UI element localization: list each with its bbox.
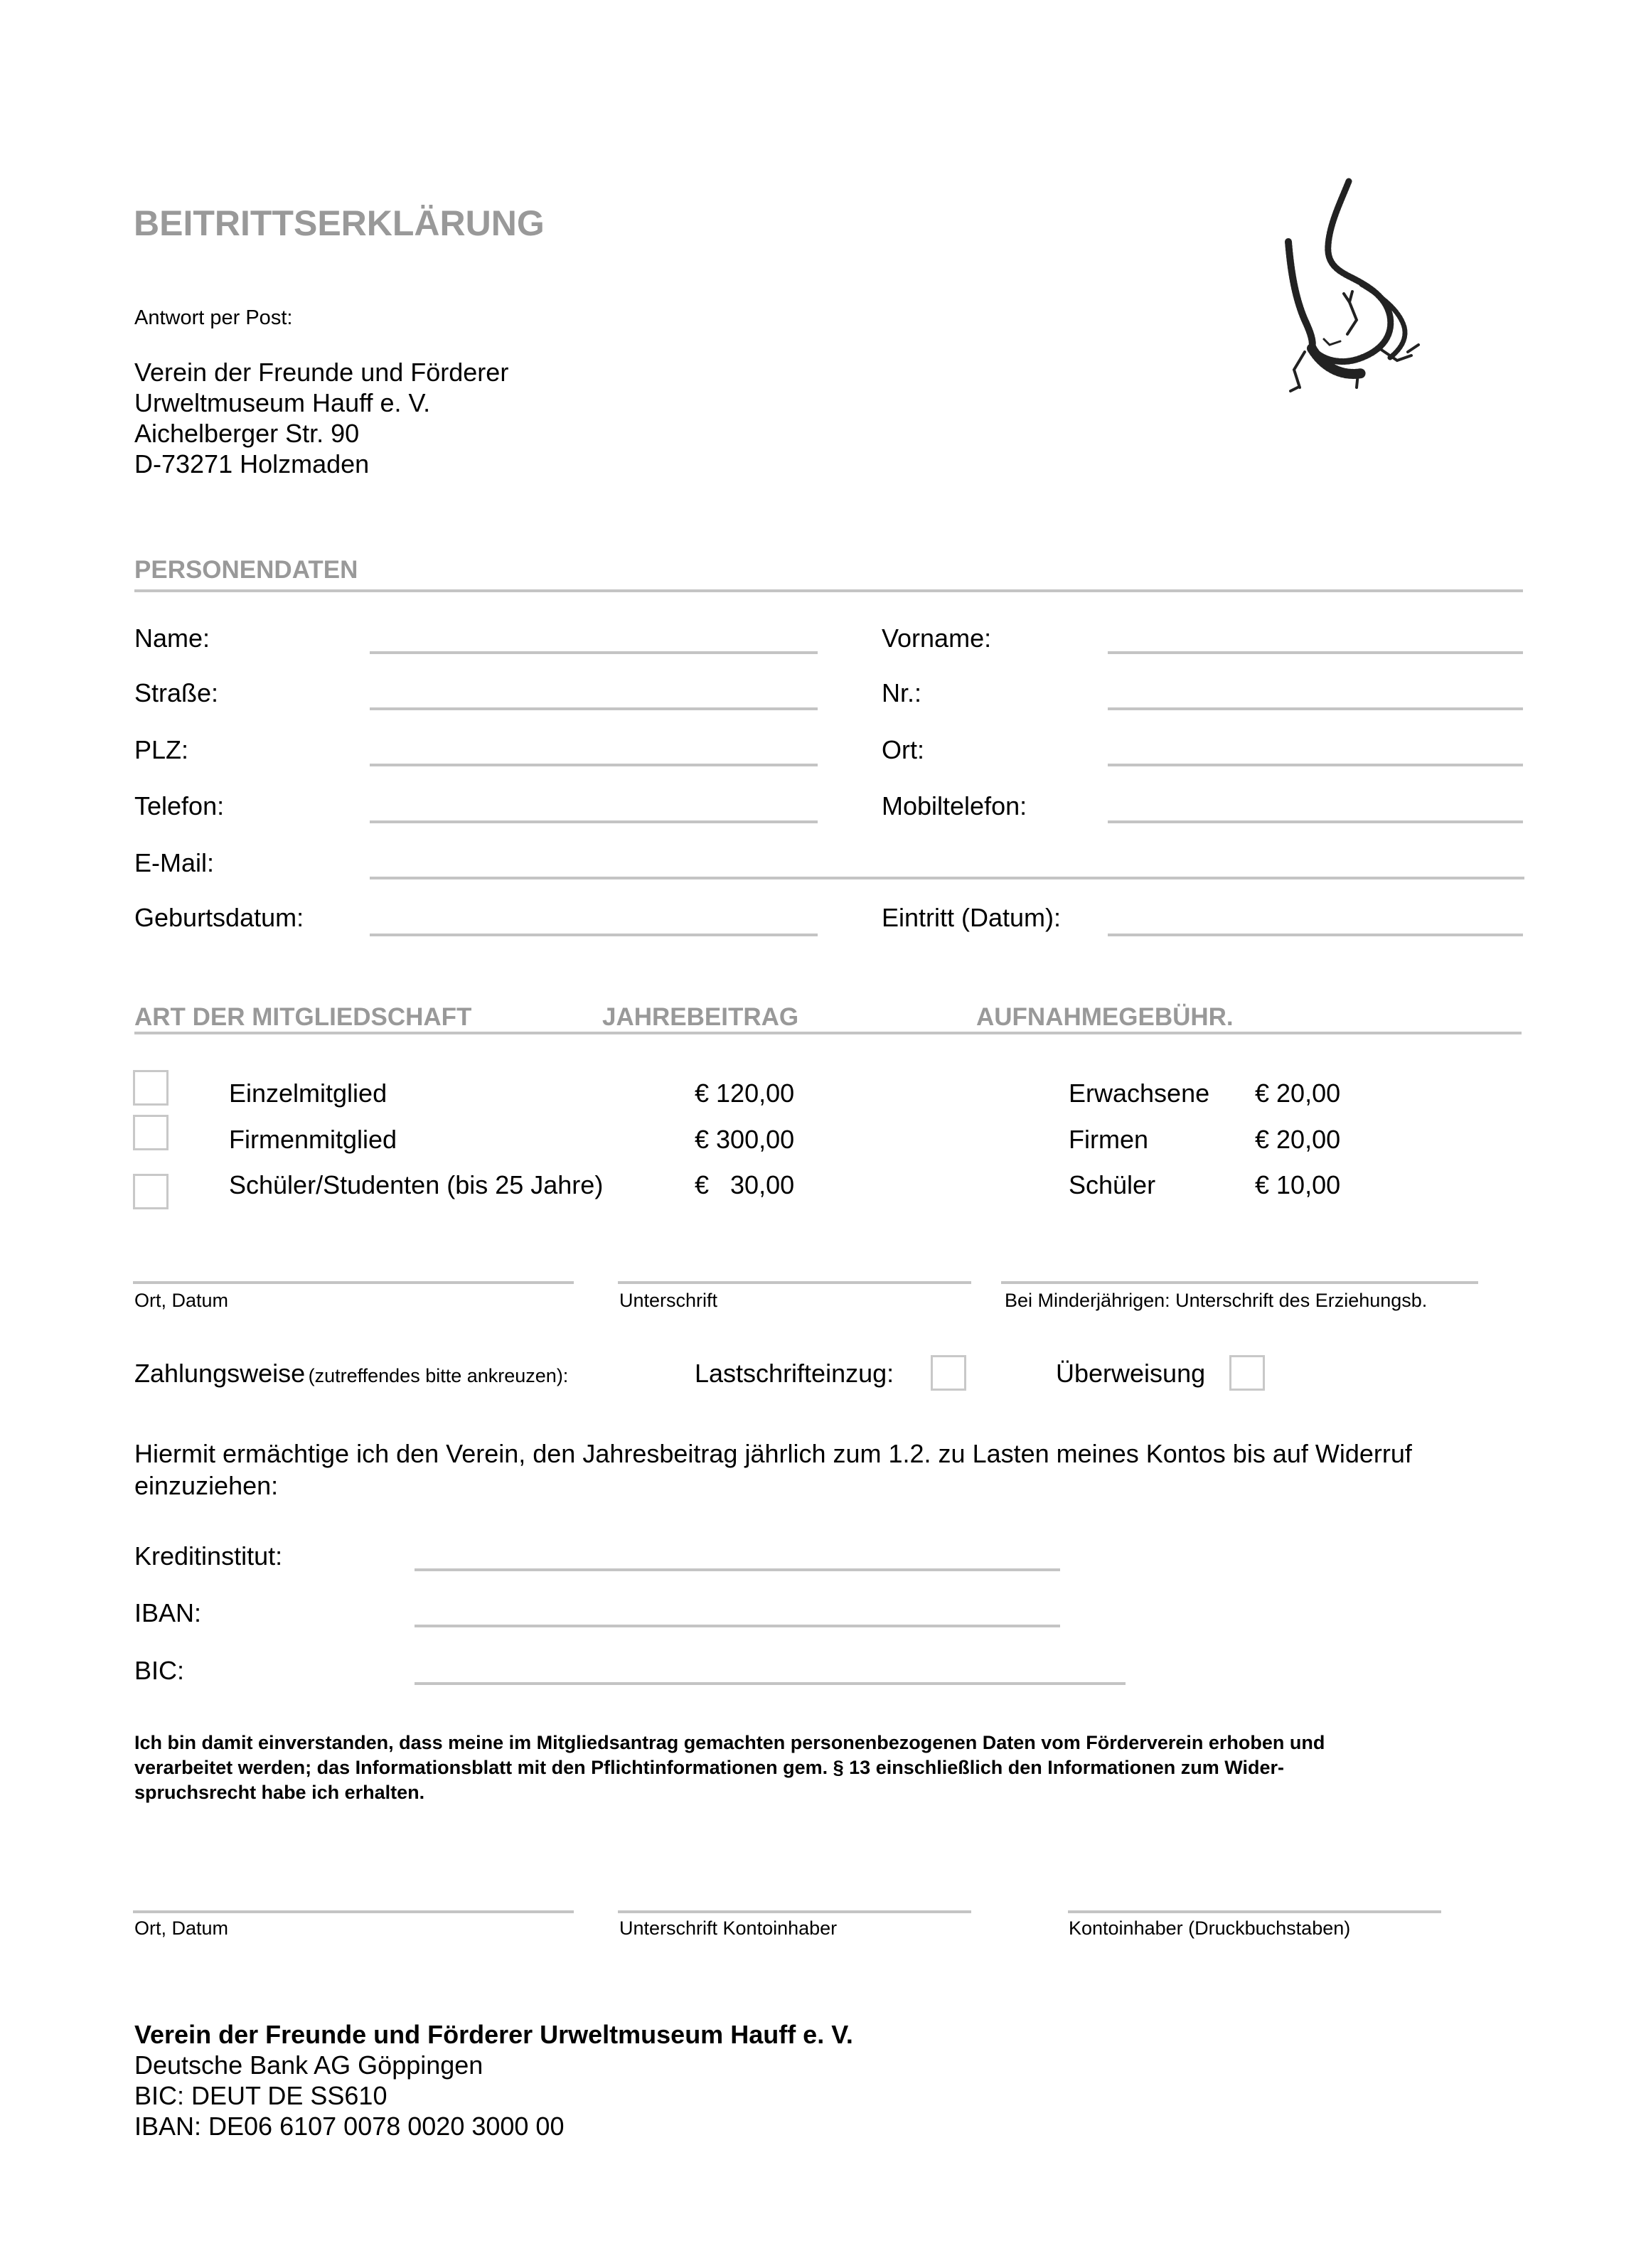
kreditinstitut-field[interactable] [415,1568,1060,1571]
membership-annual-fee: € 30,00 [695,1170,795,1199]
geburtsdatum-label: Geburtsdatum: [134,903,304,932]
consent-line: verarbeitet werden; das Informationsblatt mit den Pflichtinformationen gem. § 13 einschließlich den Informationen zum Wider- [134,1757,1285,1778]
email-field[interactable] [370,877,1524,879]
column-heading-annual-fee: JAHREBEITRAG [602,1003,799,1031]
name-field[interactable] [370,651,818,654]
address-line: Urweltmuseum Hauff e. V. [134,388,431,417]
footer-org: Verein der Freunde und Förderer Urweltmuseum Hauff e. V. [134,2020,853,2049]
bic-label: BIC: [134,1656,185,1685]
mandate-text [134,1438,1412,1502]
section-heading-membership: ART DER MITGLIEDSCHAFT [134,1003,472,1031]
plz-field[interactable] [370,764,818,766]
bic-field[interactable] [415,1682,1126,1685]
iban-label: IBAN: [134,1598,202,1627]
email-label: E-Mail: [134,848,215,877]
admission-label: Schüler [1069,1170,1156,1199]
geburtsdatum-field[interactable] [370,934,818,936]
payment-method-hint: (zutreffendes bitte ankreuzen): [308,1365,569,1386]
signature-caption: Ort, Datum [134,1917,229,1939]
mandate-line: einzuziehen: [134,1471,279,1500]
fossil-crocodile-skeleton-icon [1273,174,1436,412]
signature-caption: Kontoinhaber (Druckbuchstaben) [1069,1917,1351,1939]
strasse-label: Straße: [134,678,219,707]
eintritt-field[interactable] [1108,934,1523,936]
plz-label: PLZ: [134,735,189,764]
admission-label: Firmen [1069,1125,1149,1154]
consent-line: Ich bin damit einverstanden, dass meine im Mitgliedsantrag gemachten personenbezogenen Daten vom Förderverein erhoben und [134,1732,1325,1753]
checkbox-firmenmitglied[interactable] [133,1115,169,1150]
vorname-field[interactable] [1108,651,1523,654]
footer-bic: BIC: DEUT DE SS610 [134,2081,387,2110]
membership-annual-fee: € 120,00 [695,1079,795,1108]
signature-line-account-holder-print[interactable] [1068,1910,1441,1913]
telefon-label: Telefon: [134,791,225,820]
signature-line-place-date[interactable] [133,1910,574,1913]
address-line: D-73271 Holzmaden [134,449,370,478]
admission-fee: € 20,00 [1255,1125,1341,1154]
payment-method-title: Zahlungsweise [134,1359,306,1388]
payment-method-label [134,1358,568,1395]
strasse-field[interactable] [370,707,818,710]
page-title: BEITRITTSERKLÄRUNG [134,203,545,243]
mobiltelefon-field[interactable] [1108,820,1523,823]
section-rule [134,589,1523,592]
section-rule [134,1032,1522,1034]
address-line: Aichelberger Str. 90 [134,419,360,448]
ort-field[interactable] [1108,764,1523,766]
checkbox-schueler-studenten[interactable] [133,1174,169,1209]
membership-type-label: Schüler/Studenten (bis 25 Jahre) [229,1170,604,1199]
eintritt-label: Eintritt (Datum): [882,903,1062,932]
reply-address [134,357,508,479]
signature-line-account-holder[interactable] [618,1910,971,1913]
signature-caption: Ort, Datum [134,1290,229,1311]
membership-annual-fee: € 300,00 [695,1125,795,1154]
nr-field[interactable] [1108,707,1523,710]
nr-label: Nr.: [882,678,922,707]
consent-line: spruchsrecht habe ich erhalten. [134,1782,425,1803]
signature-caption: Unterschrift Kontoinhaber [619,1917,838,1939]
admission-label: Erwachsene [1069,1079,1210,1108]
consent-text [134,1731,1528,1805]
column-heading-admission-fee: AUFNAHMEGEBÜHR. [976,1003,1234,1031]
name-label: Name: [134,624,210,653]
kreditinstitut-label: Kreditinstitut: [134,1541,283,1571]
checkbox-ueberweisung[interactable] [1229,1355,1265,1391]
signature-caption: Bei Minderjährigen: Unterschrift des Erziehungsb. [1005,1290,1428,1311]
signature-line-guardian[interactable] [1001,1281,1478,1284]
checkbox-lastschrift[interactable] [931,1355,966,1391]
checkbox-einzelmitglied[interactable] [133,1070,169,1106]
address-line: Verein der Freunde und Förderer [134,358,509,387]
ort-label: Ort: [882,735,924,764]
admission-fee: € 20,00 [1255,1079,1341,1108]
transfer-label: Überweisung [1056,1359,1206,1388]
signature-line-place-date[interactable] [133,1281,574,1284]
section-heading-personal: PERSONENDATEN [134,556,358,584]
telefon-field[interactable] [370,820,818,823]
membership-type-label: Einzelmitglied [229,1079,387,1108]
signature-caption: Unterschrift [619,1290,718,1311]
footer-iban: IBAN: DE06 6107 0078 0020 3000 00 [134,2112,565,2141]
vorname-label: Vorname: [882,624,992,653]
mobiltelefon-label: Mobiltelefon: [882,791,1027,820]
debit-label: Lastschrifteinzug: [695,1359,894,1388]
iban-field[interactable] [415,1625,1060,1627]
mandate-line: Hiermit ermächtige ich den Verein, den Jahresbeitrag jährlich zum 1.2. zu Lasten meines Kontos bis auf Widerruf [134,1439,1412,1468]
footer-bank-details [134,2019,853,2141]
membership-type-label: Firmenmitglied [229,1125,397,1154]
signature-line-signature[interactable] [618,1281,971,1284]
reply-label: Antwort per Post: [134,306,293,329]
footer-bank: Deutsche Bank AG Göppingen [134,2050,483,2080]
admission-fee: € 10,00 [1255,1170,1341,1199]
